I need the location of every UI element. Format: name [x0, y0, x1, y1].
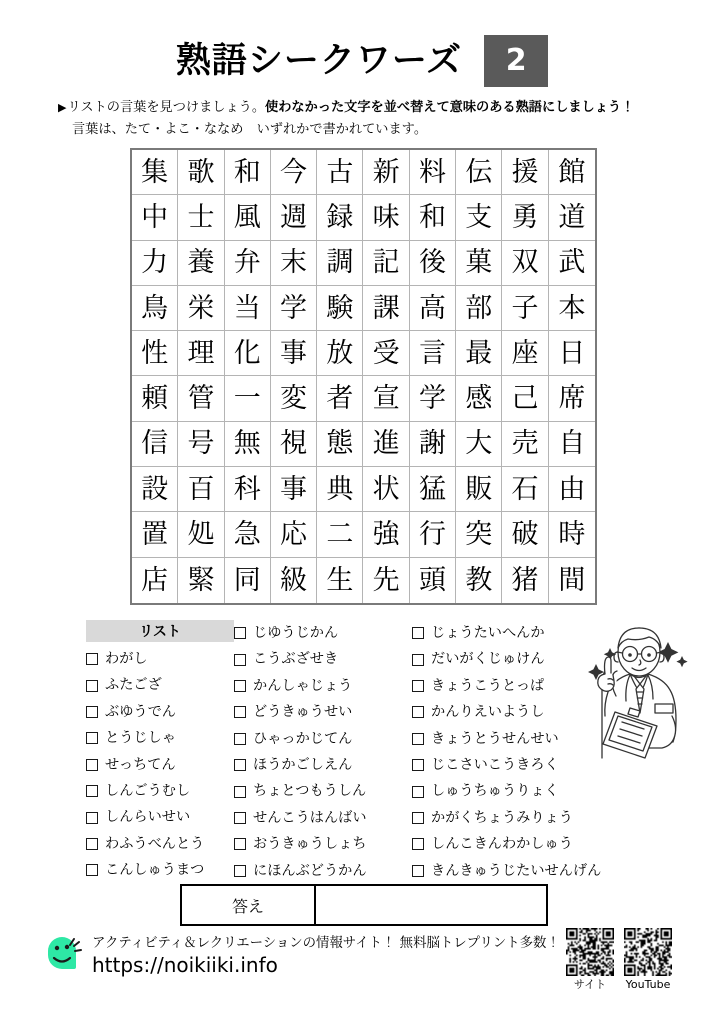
grid-cell[interactable]: 販: [456, 467, 502, 512]
grid-cell[interactable]: 石: [502, 467, 548, 512]
word-checkbox[interactable]: [86, 653, 98, 665]
grid-cell[interactable]: 状: [363, 467, 409, 512]
word-checkbox[interactable]: [412, 627, 424, 639]
word-checkbox[interactable]: [412, 706, 424, 718]
word-label: ほうかごしえん: [253, 757, 353, 774]
word-checkbox[interactable]: [86, 838, 98, 850]
word-checkbox[interactable]: [86, 759, 98, 771]
word-checkbox[interactable]: [412, 786, 424, 798]
word-list-item[interactable]: [234, 646, 412, 672]
grid-cell[interactable]: 士: [178, 195, 224, 240]
grid-cell[interactable]: 売: [502, 422, 548, 467]
grid-cell[interactable]: 者: [317, 376, 363, 421]
word-label: わふうべんとう: [105, 835, 205, 852]
grid-cell[interactable]: 放: [317, 331, 363, 376]
word-label: きょうこうとっぱ: [431, 677, 545, 694]
word-label: じゆうじかん: [253, 625, 339, 642]
word-checkbox[interactable]: [412, 838, 424, 850]
grid-cell[interactable]: 中: [132, 195, 178, 240]
word-checkbox[interactable]: [86, 732, 98, 744]
qr-code-site-icon[interactable]: [566, 928, 614, 976]
triangle-marker-icon: ▶: [58, 101, 67, 114]
answer-label: 答え: [182, 886, 316, 924]
word-checkbox[interactable]: [234, 812, 246, 824]
grid-cell[interactable]: 猪: [502, 558, 548, 603]
word-label: どうきゅうせい: [253, 704, 353, 721]
word-list-item[interactable]: [86, 831, 234, 857]
grid-cell[interactable]: 養: [178, 241, 224, 286]
word-list-column-2-items: [234, 620, 412, 884]
qr-block-site[interactable]: [566, 928, 614, 990]
word-label: しんらいせい: [105, 809, 191, 826]
grid-cell[interactable]: 進: [363, 422, 409, 467]
word-label: ちょとつもうしん: [253, 783, 367, 800]
qr-code-area: [566, 928, 672, 990]
grid-cell[interactable]: 設: [132, 467, 178, 512]
grid-cell[interactable]: 日: [549, 331, 595, 376]
word-checkbox[interactable]: [234, 865, 246, 877]
word-label: こんしゅうまつ: [105, 862, 205, 879]
grid-cell[interactable]: 力: [132, 241, 178, 286]
grid-cell[interactable]: 記: [363, 241, 409, 286]
qr-block-youtube[interactable]: [624, 928, 672, 990]
grid-cell[interactable]: 風: [225, 195, 271, 240]
grid-cell[interactable]: 化: [225, 331, 271, 376]
word-checkbox[interactable]: [412, 680, 424, 692]
page-header: [0, 30, 724, 92]
word-list-column-1: [86, 620, 234, 884]
grid-cell[interactable]: 勇: [502, 195, 548, 240]
grid-cell[interactable]: 急: [225, 512, 271, 557]
word-checkbox[interactable]: [234, 706, 246, 718]
word-checkbox[interactable]: [412, 654, 424, 666]
grid-cell[interactable]: 学: [271, 286, 317, 331]
word-list-item[interactable]: [86, 857, 234, 883]
word-checkbox[interactable]: [412, 812, 424, 824]
word-label: しゅうちゅうりょく: [431, 783, 559, 800]
grid-cell[interactable]: 道: [549, 195, 595, 240]
grid-cell[interactable]: 先: [363, 558, 409, 603]
word-list-item[interactable]: [234, 673, 412, 699]
word-list-item[interactable]: [412, 858, 646, 884]
word-checkbox[interactable]: [86, 812, 98, 824]
grid-cell[interactable]: 今: [271, 150, 317, 195]
word-list-column-1-items: [86, 646, 234, 884]
word-list-item[interactable]: [234, 858, 412, 884]
grid-cell[interactable]: 由: [549, 467, 595, 512]
grid-cell[interactable]: 突: [456, 512, 502, 557]
grid-cell[interactable]: 料: [410, 150, 456, 195]
grid-cell[interactable]: 伝: [456, 150, 502, 195]
word-checkbox[interactable]: [412, 759, 424, 771]
word-checkbox[interactable]: [234, 680, 246, 692]
grid-cell[interactable]: 週: [271, 195, 317, 240]
word-checkbox[interactable]: [234, 759, 246, 771]
grid-cell[interactable]: 店: [132, 558, 178, 603]
grid-cell[interactable]: 典: [317, 467, 363, 512]
grid-cell[interactable]: 百: [178, 467, 224, 512]
word-label: ひゃっかじてん: [253, 730, 353, 747]
answer-input-field[interactable]: [316, 886, 546, 924]
grid-cell[interactable]: 頭: [410, 558, 456, 603]
logo-mark: [44, 933, 86, 977]
word-label: ふたござ: [105, 677, 162, 694]
grid-cell[interactable]: 緊: [178, 558, 224, 603]
grid-cell[interactable]: 歌: [178, 150, 224, 195]
grid-cell[interactable]: 子: [502, 286, 548, 331]
instruction-line-1: [58, 98, 708, 118]
page-title: 熟語シークワーズ: [175, 40, 463, 81]
word-list-item[interactable]: [234, 778, 412, 804]
grid-cell[interactable]: 新: [363, 150, 409, 195]
grid-cell[interactable]: 座: [502, 331, 548, 376]
grid-cell[interactable]: 事: [271, 467, 317, 512]
grid-cell[interactable]: 味: [363, 195, 409, 240]
grid-cell[interactable]: 録: [317, 195, 363, 240]
grid-cell[interactable]: 調: [317, 241, 363, 286]
word-checkbox[interactable]: [234, 627, 246, 639]
grid-cell[interactable]: 課: [363, 286, 409, 331]
grid-cell[interactable]: 援: [502, 150, 548, 195]
word-label: かがくちょうみりょう: [431, 809, 573, 826]
grid-cell[interactable]: 支: [456, 195, 502, 240]
word-checkbox[interactable]: [86, 680, 98, 692]
grid-cell[interactable]: 置: [132, 512, 178, 557]
word-checkbox[interactable]: [234, 654, 246, 666]
grid-cell[interactable]: 弁: [225, 241, 271, 286]
instruction-line-2: 言葉は、たて・よこ・ななめ いずれかで書かれています。: [72, 122, 428, 137]
grid-cell[interactable]: 感: [456, 376, 502, 421]
grid-cell[interactable]: 無: [225, 422, 271, 467]
word-checkbox[interactable]: [86, 706, 98, 718]
grid-cell[interactable]: 学: [410, 376, 456, 421]
word-label: とうじしゃ: [105, 730, 176, 747]
grid-cell[interactable]: 科: [225, 467, 271, 512]
grid-cell[interactable]: 栄: [178, 286, 224, 331]
grid-cell[interactable]: 理: [178, 331, 224, 376]
word-list-column-2: [234, 620, 412, 884]
word-list-item[interactable]: [234, 831, 412, 857]
doctor-illustration: [560, 612, 710, 762]
word-label: かんしゃじょう: [253, 677, 353, 694]
grid-cell[interactable]: 言: [410, 331, 456, 376]
grid-cell[interactable]: 級: [271, 558, 317, 603]
grid-cell[interactable]: 態: [317, 422, 363, 467]
grid-cell[interactable]: 一: [225, 376, 271, 421]
word-list-item[interactable]: [234, 699, 412, 725]
instructions: [58, 98, 708, 140]
word-search-grid[interactable]: [130, 148, 597, 605]
word-checkbox[interactable]: [234, 838, 246, 850]
grid-cell[interactable]: 猛: [410, 467, 456, 512]
grid-cell[interactable]: 管: [178, 376, 224, 421]
word-label: わがし: [105, 651, 148, 668]
word-label: にほんぶどうかん: [253, 862, 367, 879]
grid-cell[interactable]: 席: [549, 376, 595, 421]
instruction-line-1-bold: 使わなかった文字を並べ替えて意味のある熟語にしましょう！: [265, 100, 635, 115]
grid-cell[interactable]: 頼: [132, 376, 178, 421]
doctor-figure-icon: [560, 612, 710, 762]
footer-tagline: アクティビティ＆レクリエーションの情報サイト！ 無料脳トレプリント多数！: [92, 936, 560, 951]
grid-cell[interactable]: 当: [225, 286, 271, 331]
word-list-item[interactable]: [86, 725, 234, 751]
grid-cell[interactable]: 最: [456, 331, 502, 376]
word-list-item[interactable]: [234, 752, 412, 778]
grid-cell[interactable]: 大: [456, 422, 502, 467]
word-label: きょうとうせんせい: [431, 730, 559, 747]
grid-cell[interactable]: 受: [363, 331, 409, 376]
word-label: おうきゅうしょち: [253, 836, 367, 853]
grid-cell[interactable]: 視: [271, 422, 317, 467]
grid-cell[interactable]: 同: [225, 558, 271, 603]
grid-cell[interactable]: 破: [502, 512, 548, 557]
grid-cell[interactable]: 菓: [456, 241, 502, 286]
word-label: せっちてん: [105, 756, 176, 773]
word-list-item[interactable]: [86, 778, 234, 804]
qr-caption-youtube: YouTube: [625, 978, 671, 991]
word-label: ぶゆうでん: [105, 703, 176, 720]
grid-cell[interactable]: 末: [271, 241, 317, 286]
grid-cell[interactable]: 教: [456, 558, 502, 603]
grid-cell[interactable]: 間: [558, 564, 586, 596]
word-checkbox[interactable]: [234, 733, 246, 745]
word-checkbox[interactable]: [234, 786, 246, 798]
grid-cell[interactable]: 古: [317, 150, 363, 195]
footer-url[interactable]: https://noikiiki.info: [92, 953, 278, 977]
grid-cell[interactable]: 謝: [410, 422, 456, 467]
grid-cell[interactable]: 二: [317, 512, 363, 557]
word-label: きんきゅうじたいせんげん: [431, 862, 602, 879]
word-list-item[interactable]: [234, 805, 412, 831]
grid-cell[interactable]: 武: [549, 241, 595, 286]
instruction-line-1-normal: リストの言葉を見つけましょう。: [67, 100, 266, 115]
word-checkbox[interactable]: [412, 733, 424, 745]
grid-cell[interactable]: 強: [363, 512, 409, 557]
word-list-item[interactable]: [234, 620, 412, 646]
grid-cell[interactable]: 行: [410, 512, 456, 557]
word-list-item[interactable]: [412, 805, 646, 831]
word-list-item[interactable]: [234, 726, 412, 752]
word-list-item[interactable]: [86, 752, 234, 778]
grid-cell[interactable]: 集: [132, 150, 178, 195]
grid-cell[interactable]: 生: [317, 558, 363, 603]
grid-cell[interactable]: 鳥: [132, 286, 178, 331]
word-list-item[interactable]: [86, 646, 234, 672]
grid-cell[interactable]: 事: [271, 331, 317, 376]
word-checkbox[interactable]: [412, 865, 424, 877]
grid-cell[interactable]: 和: [410, 195, 456, 240]
grid-cell[interactable]: 高: [410, 286, 456, 331]
footer: [44, 933, 560, 978]
word-label: じこさいこうきろく: [431, 757, 559, 774]
word-label: しんごうむし: [105, 783, 191, 800]
word-list-item[interactable]: [86, 804, 234, 830]
answer-box[interactable]: [180, 884, 548, 926]
grid-cell[interactable]: 後: [410, 241, 456, 286]
grid-cell[interactable]: 応: [271, 512, 317, 557]
grid-cell[interactable]: 号: [178, 422, 224, 467]
grid-cell[interactable]: 時: [549, 512, 595, 557]
footer-texts: [92, 933, 560, 978]
grid-cell[interactable]: 本: [549, 286, 595, 331]
grid-cell[interactable]: 変: [271, 376, 317, 421]
word-label: じょうたいへんか: [431, 625, 545, 642]
qr-caption-site: サイト: [573, 978, 607, 991]
word-label: かんりえいようし: [431, 704, 545, 721]
grid-cell[interactable]: 処: [178, 512, 224, 557]
grid-cell[interactable]: 館: [549, 150, 595, 195]
puzzle-number-badge: 2: [484, 35, 548, 87]
word-label: せんこうはんばい: [253, 809, 367, 826]
word-checkbox[interactable]: [86, 864, 98, 876]
word-checkbox[interactable]: [86, 785, 98, 797]
word-label: だいがくじゅけん: [431, 651, 545, 668]
qr-code-youtube-icon[interactable]: [624, 928, 672, 976]
word-label: こうぶざせき: [253, 651, 339, 668]
site-logo-icon: [44, 933, 86, 977]
word-list-item[interactable]: [86, 699, 234, 725]
grid-cell[interactable]: 己: [502, 376, 548, 421]
grid-cell[interactable]: 自: [549, 422, 595, 467]
grid-cell[interactable]: 部: [456, 286, 502, 331]
grid-cell[interactable]: 性: [132, 331, 178, 376]
word-list-item[interactable]: [412, 831, 646, 857]
word-label: しんこきんわかしゅう: [431, 836, 573, 853]
word-list-item[interactable]: [412, 778, 646, 804]
grid-cell[interactable]: 双: [502, 241, 548, 286]
grid-cell[interactable]: 験: [317, 286, 363, 331]
grid-cell[interactable]: 和: [225, 150, 271, 195]
word-list-header: リスト: [86, 620, 234, 642]
grid-cell[interactable]: 信: [132, 422, 178, 467]
grid-cell[interactable]: 宣: [363, 376, 409, 421]
word-list-item[interactable]: [86, 672, 234, 698]
